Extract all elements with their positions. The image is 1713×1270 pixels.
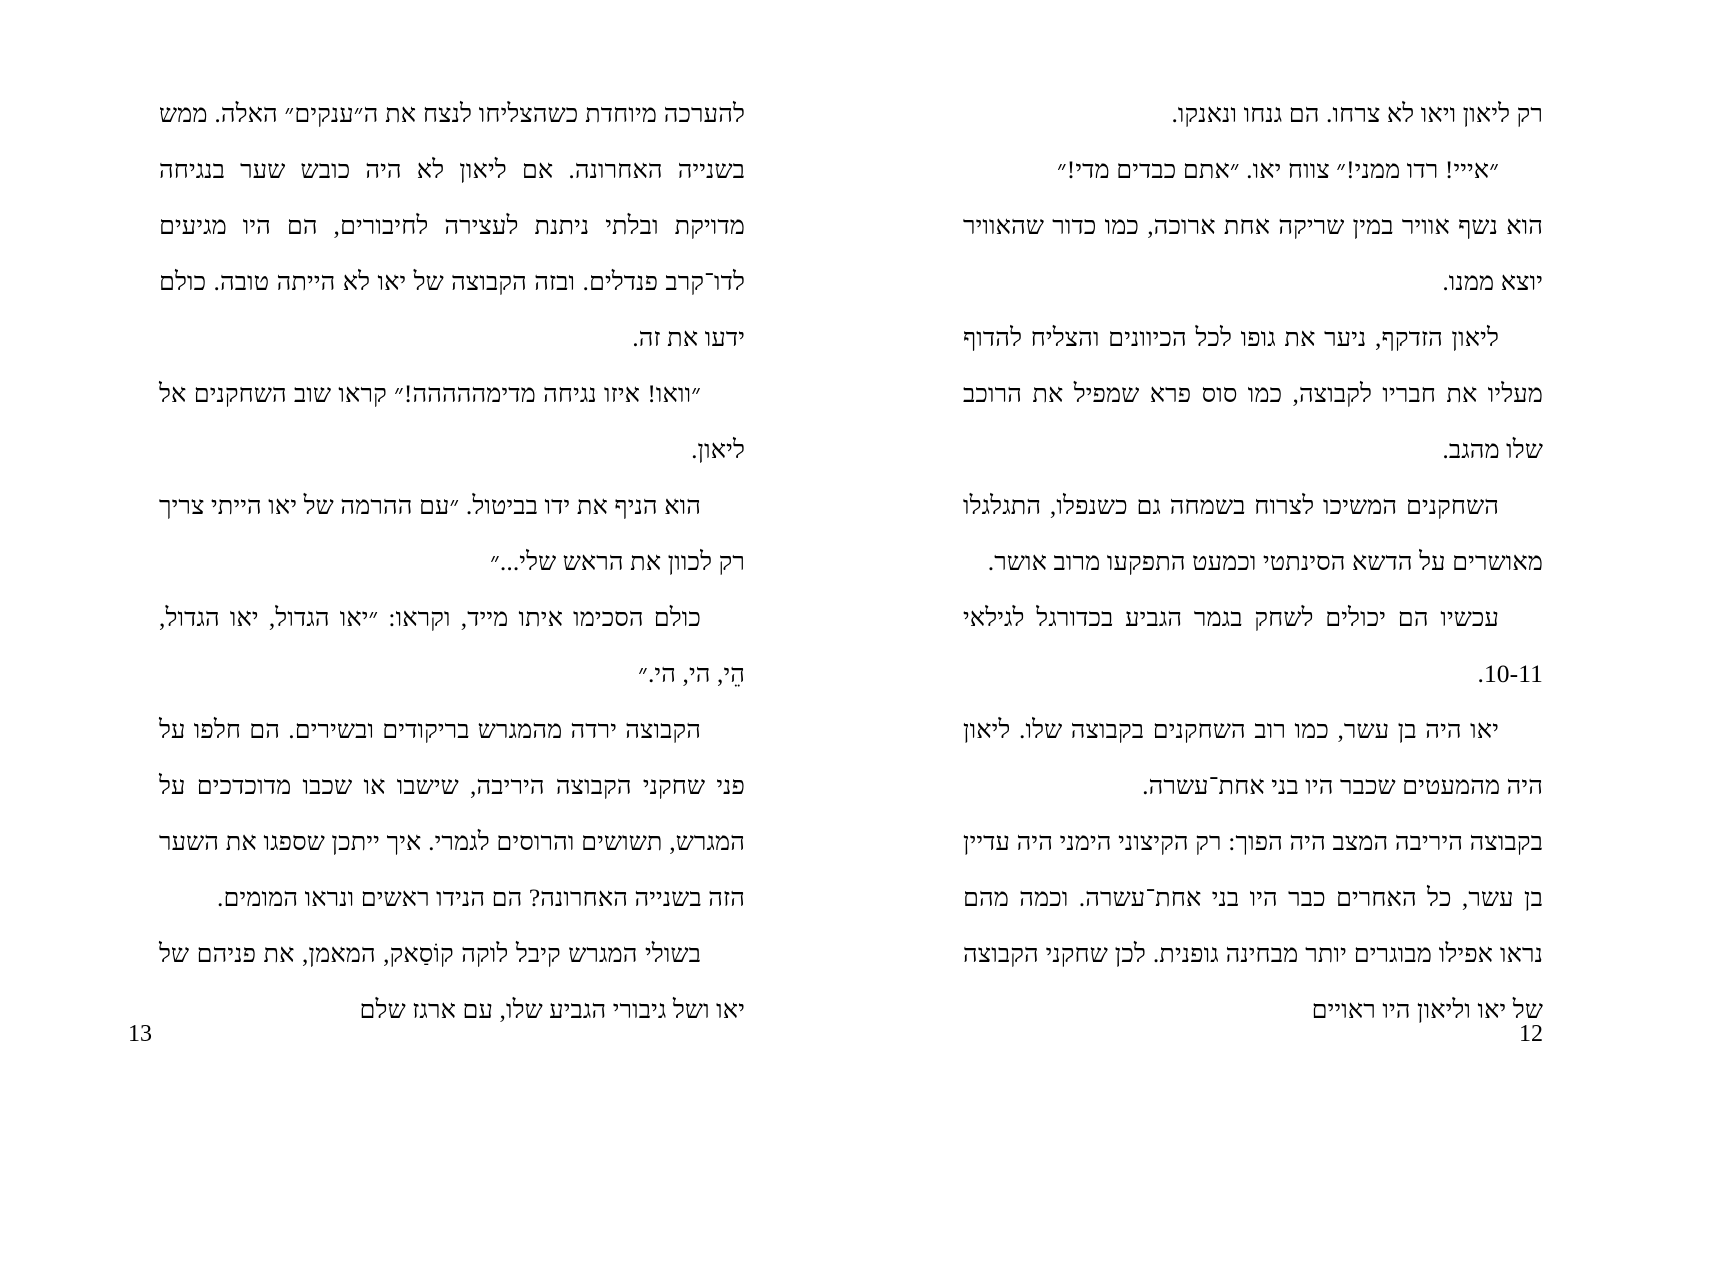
paragraph: ליאון הזדקף, ניער את גופו לכל הכיוונים והצליח להדוף מעליו את חבריו לקבוצה, כמו סוס פרא שמפיל את הרוכב שלו מהגב. [963,323,1543,464]
page-left-body [159,86,745,1038]
paragraph: יאו היה בן עשר, כמו רוב השחקנים בקבוצה שלו. ליאון היה מהמעטים שכבר היו בני אחת־עשרה. [963,715,1543,800]
paragraph: הקבוצה ירדה מהמגרש בריקודים ובשירים. הם חלפו על פני שחקני הקבוצה היריבה, שישבו או שכבו מדוכדכים על המגרש, תשושים והרוסים לגמרי. איך ייתכן שספגו את השער הזה בשנייה האחרונה? הם הנידו ראשים ונראו המומים. [159,715,745,912]
paragraph: ״אייי! רדו ממני!״ צווח יאו. ״אתם כבדים מדי!״ [1057,155,1499,184]
paragraph: בשולי המגרש קיבל לוקה קוֹסַאק, המאמן, את פניהם של יאו ושל גיבורי הגביע שלו, עם ארגז שלם [159,939,745,1024]
page-number: 12 [1519,1021,1543,1047]
paragraph: כולם הסכימו איתו מייד, וקראו: ״יאו הגדול, יאו הגדול, הֵי, הי, הי.״ [159,603,745,688]
page-number: 13 [128,1021,152,1047]
paragraph: בקבוצה היריבה המצב היה הפוך: רק הקיצוני הימני היה עדיין בן עשר, כל האחרים כבר היו בני אחת־עשרה. וכמה מהם נראו אפילו מבוגרים יותר מבחינה גופנית. לכן שחקני הקבוצה של יאו וליאון היו ראויים [963,827,1543,1024]
page-left-13 [1,0,857,1270]
paragraph: הוא הניף את ידו בביטול. ״עם ההרמה של יאו הייתי צריך רק לכוון את הראש שלי...״ [159,491,745,576]
page-right-body [963,86,1543,1038]
page-right-12 [857,0,1713,1270]
paragraph: להערכה מיוחדת כשהצליחו לנצח את ה״ענקים״ האלה. ממש בשנייה האחרונה. אם ליאון לא היה כובש שער בנגיחה מדויקת ובלתי ניתנת לעצירה לחיבורים, הם היו מגיעים לדו־קרב פנדלים. ובזה הקבוצה של יאו לא הייתה טובה. כולם ידעו את זה. [159,99,745,352]
paragraph: עכשיו הם יכולים לשחק בגמר הגביע בכדורגל לגילאי 10-11. [963,603,1543,688]
paragraph: הוא נשף אוויר במין שריקה אחת ארוכה, כמו כדור שהאוויר יוצא ממנו. [963,211,1543,296]
paragraph: השחקנים המשיכו לצרוח בשמחה גם כשנפלו, התגלגלו מאושרים על הדשא הסינתטי וכמעט התפקעו מרוב אושר. [963,491,1543,576]
paragraph: רק ליאון ויאו לא צרחו. הם גנחו ונאנקו. [1171,99,1543,128]
paragraph: ״וואו! איזו נגיחה מדימההההה!״ קראו שוב השחקנים אל ליאון. [159,379,745,464]
